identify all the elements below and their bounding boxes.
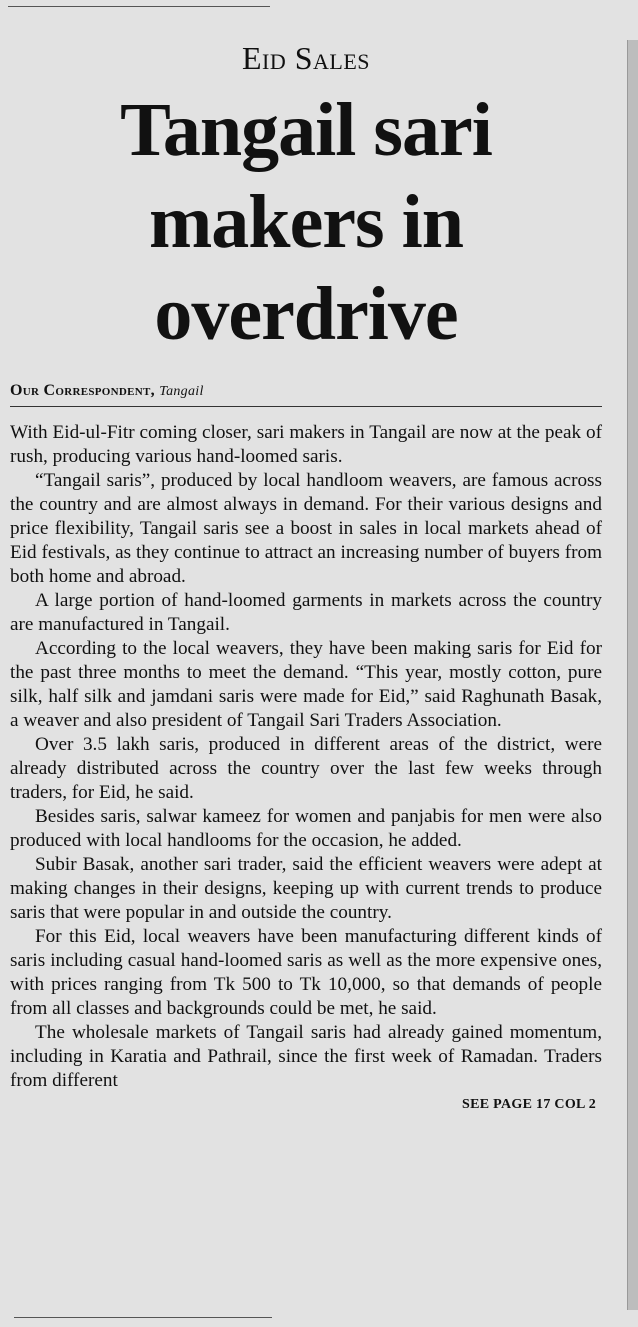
- paragraph: Subir Basak, another sari trader, said the efficient weavers were adept at making changes in their designs, keeping up with current trends to produce saris that were popular in and outside the country.: [10, 854, 602, 923]
- article: [10, 0, 602, 1113]
- paragraph: According to the local weavers, they have been making saris for Eid for the past three months to meet the demand. “This year, mostly cotton, pure silk, half silk and jamdani saris were made for Eid,” said Raghunath Basak, a weaver and also president of Tangail Sari Traders Association.: [10, 638, 602, 731]
- paragraph: For this Eid, local weavers have been manufacturing different kinds of saris including casual hand-loomed saris as well as the more expensive ones, with prices ranging from Tk 500 to Tk 10,000, so that demands of people from all classes and backgrounds could be met, he said.: [10, 926, 602, 1019]
- byline-place: Tangail: [159, 384, 204, 399]
- adjacent-column-edge: [627, 40, 638, 1310]
- paragraph: With Eid-ul-Fitr coming closer, sari makers in Tangail are now at the peak of rush, producing various hand-loomed saris.: [10, 422, 602, 467]
- paragraph: “Tangail saris”, produced by local handloom weavers, are famous across the country and are almost always in demand. For their various designs and price flexibility, Tangail saris see a boost in sales in local markets ahead of Eid festivals, as they continue to attract an increasing number of buyers from both home and abroad.: [10, 470, 602, 587]
- paragraph: Besides saris, salwar kameez for women and panjabis for men were also produced with local handlooms for the occasion, he added.: [10, 806, 602, 851]
- kicker: Eid Sales: [241, 40, 371, 76]
- bottom-rule: [14, 1317, 272, 1318]
- byline-rule: [10, 406, 602, 407]
- continuation-jump: SEE PAGE 17 COL 2: [462, 1097, 596, 1112]
- paragraph: Over 3.5 lakh saris, produced in different areas of the district, were already distributed across the country over the last few weeks through traders, for Eid, he said.: [10, 734, 602, 803]
- byline-author: Our Correspondent,: [10, 382, 155, 399]
- byline: [10, 382, 602, 400]
- headline: Tangail sari makers in overdrive: [120, 88, 492, 356]
- paragraph: A large portion of hand-loomed garments in markets across the country are manufactured in Tangail.: [10, 590, 602, 635]
- article-body: [10, 421, 602, 1093]
- paragraph: The wholesale markets of Tangail saris had already gained momentum, including in Karatia and Pathrail, since the first week of Ramadan. Traders from different: [10, 1022, 602, 1091]
